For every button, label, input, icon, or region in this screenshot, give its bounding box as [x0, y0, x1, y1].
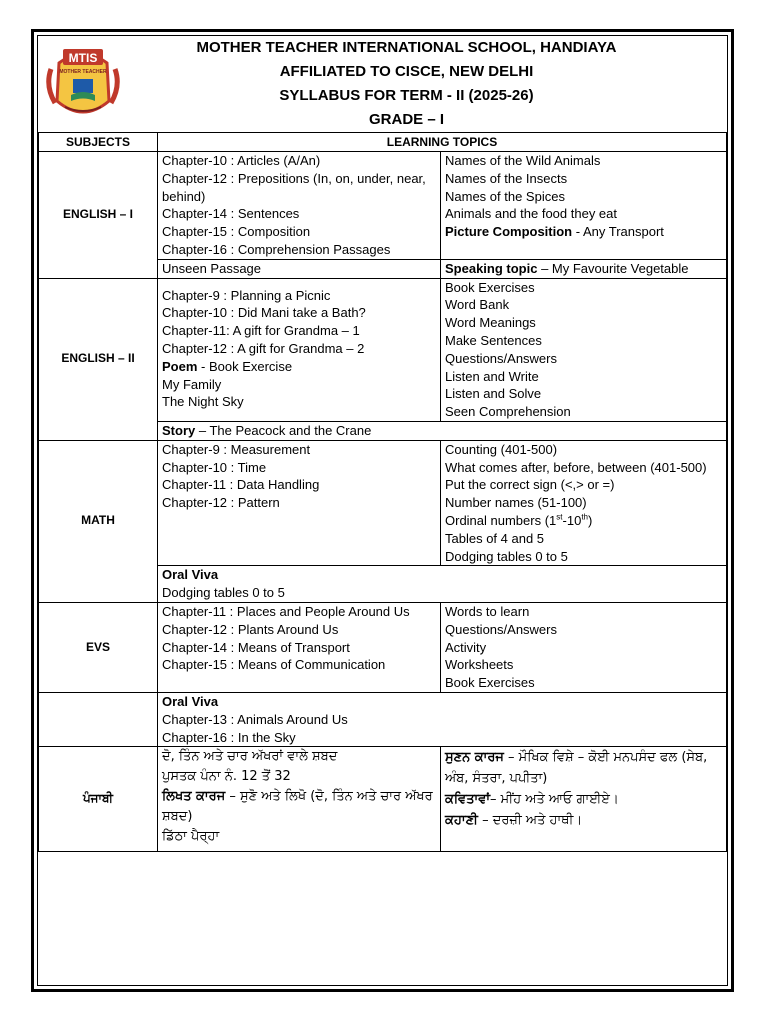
list-item: [162, 787, 436, 827]
math-oral-viva: [158, 566, 727, 603]
list-item: Chapter-12 : A gift for Grandma – 2: [162, 340, 365, 356]
ordinal-text: Ordinal numbers (1: [445, 512, 557, 528]
list-item: Word Meanings: [445, 315, 536, 331]
list-item: Chapter-14 : Sentences: [162, 206, 300, 222]
evs-oral-row: [39, 692, 727, 746]
list-item: Book Exercises: [445, 675, 535, 691]
punjabi-left: [158, 747, 441, 852]
list-item: Chapter-9 : Planning a Picnic: [162, 287, 331, 303]
evs-chapters: [158, 602, 441, 692]
listening-work-text: – ਮੌਖਿਕ ਵਿਸ਼ੇ – ਕੋਈ ਮਨਪਸੰਦ ਫਲ (ਸੇਬ, ਅੰਬ, ਸੰਤਰਾ, ਪਪੀਤਾ): [445, 750, 708, 787]
list-item: What comes after, before, between (401-500): [445, 459, 707, 475]
subject-math: MATH: [39, 440, 158, 602]
list-item: Number names (51-100): [445, 495, 587, 511]
list-item: Words to learn: [445, 603, 530, 619]
english1-chapters: [158, 152, 441, 260]
list-item: [445, 810, 722, 831]
speaking-topic-text: – My Favourite Vegetable: [537, 260, 689, 276]
written-work-label: ਲਿਖਤ ਕਾਰਜ: [162, 789, 226, 805]
oral-viva-text: Dodging tables 0 to 5: [162, 585, 285, 601]
evs-oral-viva: [158, 692, 727, 746]
english1-row: [39, 152, 727, 260]
school-name: MOTHER TEACHER INTERNATIONAL SCHOOL, HANDIAYA: [196, 39, 617, 56]
list-item: Chapter-12 : Plants Around Us: [162, 621, 339, 637]
list-item: Names of the Insects: [445, 170, 568, 186]
list-item: Animals and the food they eat: [445, 206, 618, 222]
story-label: Story: [162, 422, 196, 438]
list-item: Tables of 4 and 5: [445, 530, 545, 546]
written-work-text: – ਸੁਣੋ ਅਤੇ ਲਿਖੋ (ਦੋ, ਤਿੰਨ ਅਤੇ ਚਾਰ ਅੱਖਰ ਸ਼ਬਦ): [162, 789, 433, 825]
english2-topics: [441, 278, 727, 421]
list-item: Chapter-11 : Places and People Around Us: [162, 603, 410, 619]
poem-label: Poem: [162, 358, 198, 374]
list-item: Dodging tables 0 to 5: [445, 548, 568, 564]
list-item: Chapter-13 : Animals Around Us: [162, 711, 348, 727]
list-item: [445, 512, 722, 530]
list-item: ਦੋ, ਤਿੰਨ ਅਤੇ ਚਾਰ ਅੱਖਰਾਂ ਵਾਲੇ ਸ਼ਬਦ: [162, 749, 338, 765]
logo-text: MTIS: [68, 51, 98, 65]
ordinal-mid: -10: [562, 512, 582, 528]
list-item: Listen and Write: [445, 368, 539, 384]
picture-composition-label: Picture Composition: [445, 224, 573, 240]
speaking-topic: [441, 259, 727, 278]
list-item: Chapter-16 : Comprehension Passages: [162, 241, 391, 257]
poem-text: - Book Exercise: [197, 358, 293, 374]
list-item: Listen and Solve: [445, 386, 542, 402]
list-item: Activity: [445, 639, 487, 655]
list-item: Put the correct sign (<,> or =): [445, 477, 615, 493]
subjects-header: SUBJECTS: [39, 133, 158, 152]
list-item: Chapter-12 : Pattern: [162, 495, 280, 511]
subject-english-2: ENGLISH – II: [39, 278, 158, 440]
affiliation: AFFILIATED TO CISCE, NEW DELHI: [279, 63, 534, 80]
list-item: Make Sentences: [445, 332, 542, 348]
list-item: ਡਿੱਠਾ ਪੈਰ੍ਹਾ: [162, 829, 220, 845]
story-cell: [158, 421, 727, 440]
evs-topics: [441, 602, 727, 692]
list-item: The Night Sky: [162, 394, 244, 410]
list-item: Names of the Spices: [445, 188, 565, 204]
page-frame: [31, 29, 734, 992]
list-item: Word Bank: [445, 297, 510, 313]
subject-punjabi: ਪੰਜਾਬੀ: [39, 747, 158, 852]
story-text-punjabi: – ਦਰਜ਼ੀ ਅਤੇ ਹਾਥੀ।: [477, 813, 583, 829]
list-item: ਪੁਸਤਕ ਪੰਨਾ ਨੰ. 12 ਤੋਂ 32: [162, 769, 291, 785]
math-chapters: [158, 440, 441, 566]
ordinal-end: ): [587, 512, 593, 528]
poems-label: ਕਵਿਤਾਵਾਂ: [445, 792, 491, 808]
syllabus-table: [38, 132, 727, 852]
list-item: Chapter-11: A gift for Grandma – 1: [162, 323, 360, 339]
list-item: [445, 747, 722, 789]
list-item: [445, 789, 722, 810]
learning-topics-header: LEARNING TOPICS: [158, 133, 727, 152]
list-item: Chapter-10 : Time: [162, 459, 267, 475]
list-item: Questions/Answers: [445, 350, 557, 366]
list-item: Chapter-10 : Articles (A/An): [162, 153, 321, 168]
list-item: Chapter-14 : Means of Transport: [162, 639, 350, 655]
page-frame-inner: [37, 35, 728, 986]
evs-row: [39, 602, 727, 692]
english2-chapters: [158, 278, 441, 421]
document-header: [38, 36, 727, 132]
list-item: Chapter-15 : Composition: [162, 224, 311, 240]
list-item: Chapter-11 : Data Handling: [162, 477, 320, 493]
unseen-passage: Unseen Passage: [158, 259, 441, 278]
english2-row: [39, 278, 727, 421]
subject-english-1: ENGLISH – I: [39, 152, 158, 279]
list-item: Worksheets: [445, 657, 514, 673]
math-row: [39, 440, 727, 566]
math-topics: [441, 440, 727, 566]
syllabus-title: SYLLABUS FOR TERM - II (2025-26): [279, 87, 534, 104]
logo-subtext: MOTHER TEACHER: [59, 69, 107, 75]
picture-composition-text: - Any Transport: [572, 224, 664, 240]
list-item: Chapter-16 : In the Sky: [162, 729, 296, 745]
ordinal-sup-st: st: [556, 512, 563, 522]
list-item: My Family: [162, 376, 222, 392]
list-item: Counting (401-500): [445, 441, 558, 457]
punjabi-row: [39, 747, 727, 852]
speaking-topic-label: Speaking topic: [445, 260, 538, 276]
list-item: Book Exercises: [445, 279, 535, 295]
list-item: Chapter-10 : Did Mani take a Bath?: [162, 305, 366, 321]
list-item: [445, 223, 722, 241]
grade-label: GRADE – I: [368, 111, 444, 128]
story-label-punjabi: ਕਹਾਣੀ: [445, 813, 478, 829]
list-item: Names of the Wild Animals: [445, 153, 601, 168]
poems-text: – ਮੀਂਹ ਅਤੇ ਆਓ ਗਾਈਏ।: [490, 792, 619, 808]
oral-viva-label: Oral Viva: [162, 567, 219, 583]
list-item: Chapter-15 : Means of Communication: [162, 657, 386, 673]
subject-evs: EVS: [39, 602, 158, 692]
story-text: – The Peacock and the Crane: [195, 422, 372, 438]
listening-work-label: ਸੁਣਨ ਕਾਰਜ: [445, 750, 504, 766]
list-item: Questions/Answers: [445, 621, 557, 637]
evs-oral-subject-cell: [39, 692, 158, 746]
ordinal-sup-th: th: [581, 512, 588, 522]
list-item: Chapter-9 : Measurement: [162, 441, 311, 457]
list-item: Chapter-12 : Prepositions (In, on, under, near, behind): [162, 170, 426, 204]
list-item: Seen Comprehension: [445, 404, 571, 420]
oral-viva-label: Oral Viva: [162, 693, 219, 709]
table-header-row: [39, 133, 727, 152]
list-item: [162, 358, 436, 376]
punjabi-right: [441, 747, 727, 852]
english1-topics: [441, 152, 727, 260]
